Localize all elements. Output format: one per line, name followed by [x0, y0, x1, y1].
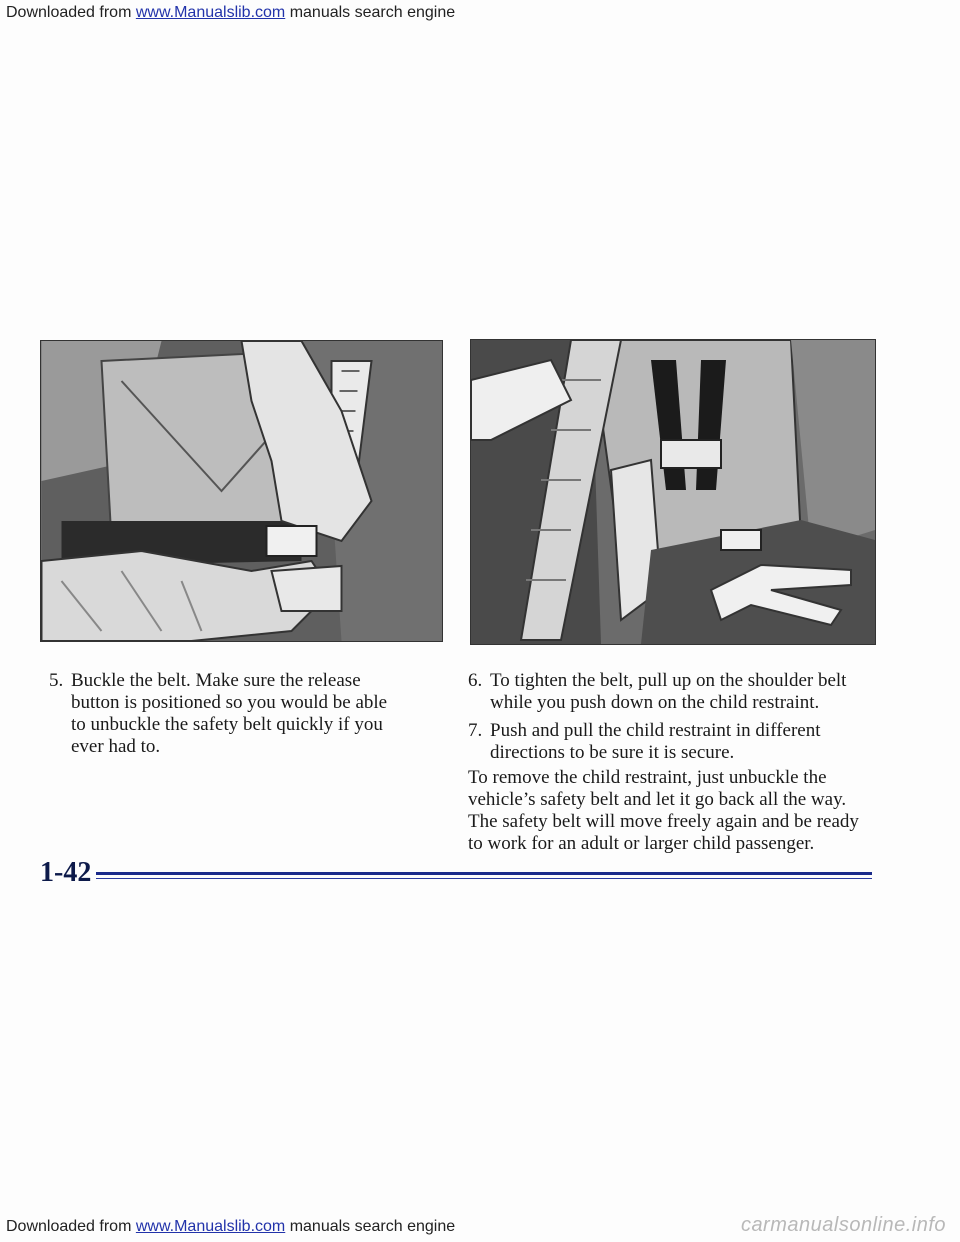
manualslib-link[interactable]: www.Manualslib.com	[135, 1218, 286, 1235]
illustration-tighten-belt	[470, 339, 876, 645]
banner-suffix: manuals search engine	[289, 1218, 456, 1235]
step-text: To tighten the belt, pull up on the shoulder belt while you push down on the child restraint.	[490, 670, 847, 713]
watermark: carmanualsonline.info	[740, 1214, 946, 1236]
buckle-belt-drawing	[41, 341, 442, 641]
step-number: 7.	[468, 720, 483, 741]
download-banner-top	[6, 4, 455, 22]
step-6	[468, 670, 878, 714]
step-text: Buckle the belt. Make sure the release button is positioned so you would be able to unbuckle the safety belt quickly if you ever had to.	[71, 670, 388, 757]
illustration-buckle-belt	[40, 340, 443, 642]
banner-suffix: manuals search engine	[289, 4, 456, 21]
tighten-belt-drawing	[471, 340, 875, 644]
footer-rule	[96, 872, 872, 875]
banner-prefix: Downloaded from	[6, 4, 132, 21]
remove-restraint-paragraph: To remove the child restraint, just unbuckle the vehicle’s safety belt and let it go back all the way. The safety belt will move freely again and be ready to work for an adult or larger child passenger.	[468, 767, 859, 854]
step-number: 5.	[49, 670, 64, 691]
banner-prefix: Downloaded from	[6, 1218, 132, 1235]
manualslib-link[interactable]: www.Manualslib.com	[135, 4, 286, 21]
step-5	[49, 670, 399, 758]
step-text: Push and pull the child restraint in different directions to be sure it is secure.	[490, 720, 821, 763]
step-number: 6.	[468, 670, 483, 691]
step-7	[468, 720, 878, 764]
page-number: 1-42	[40, 857, 92, 888]
footer-rule-thin	[96, 878, 872, 879]
download-banner-bottom	[6, 1218, 455, 1236]
